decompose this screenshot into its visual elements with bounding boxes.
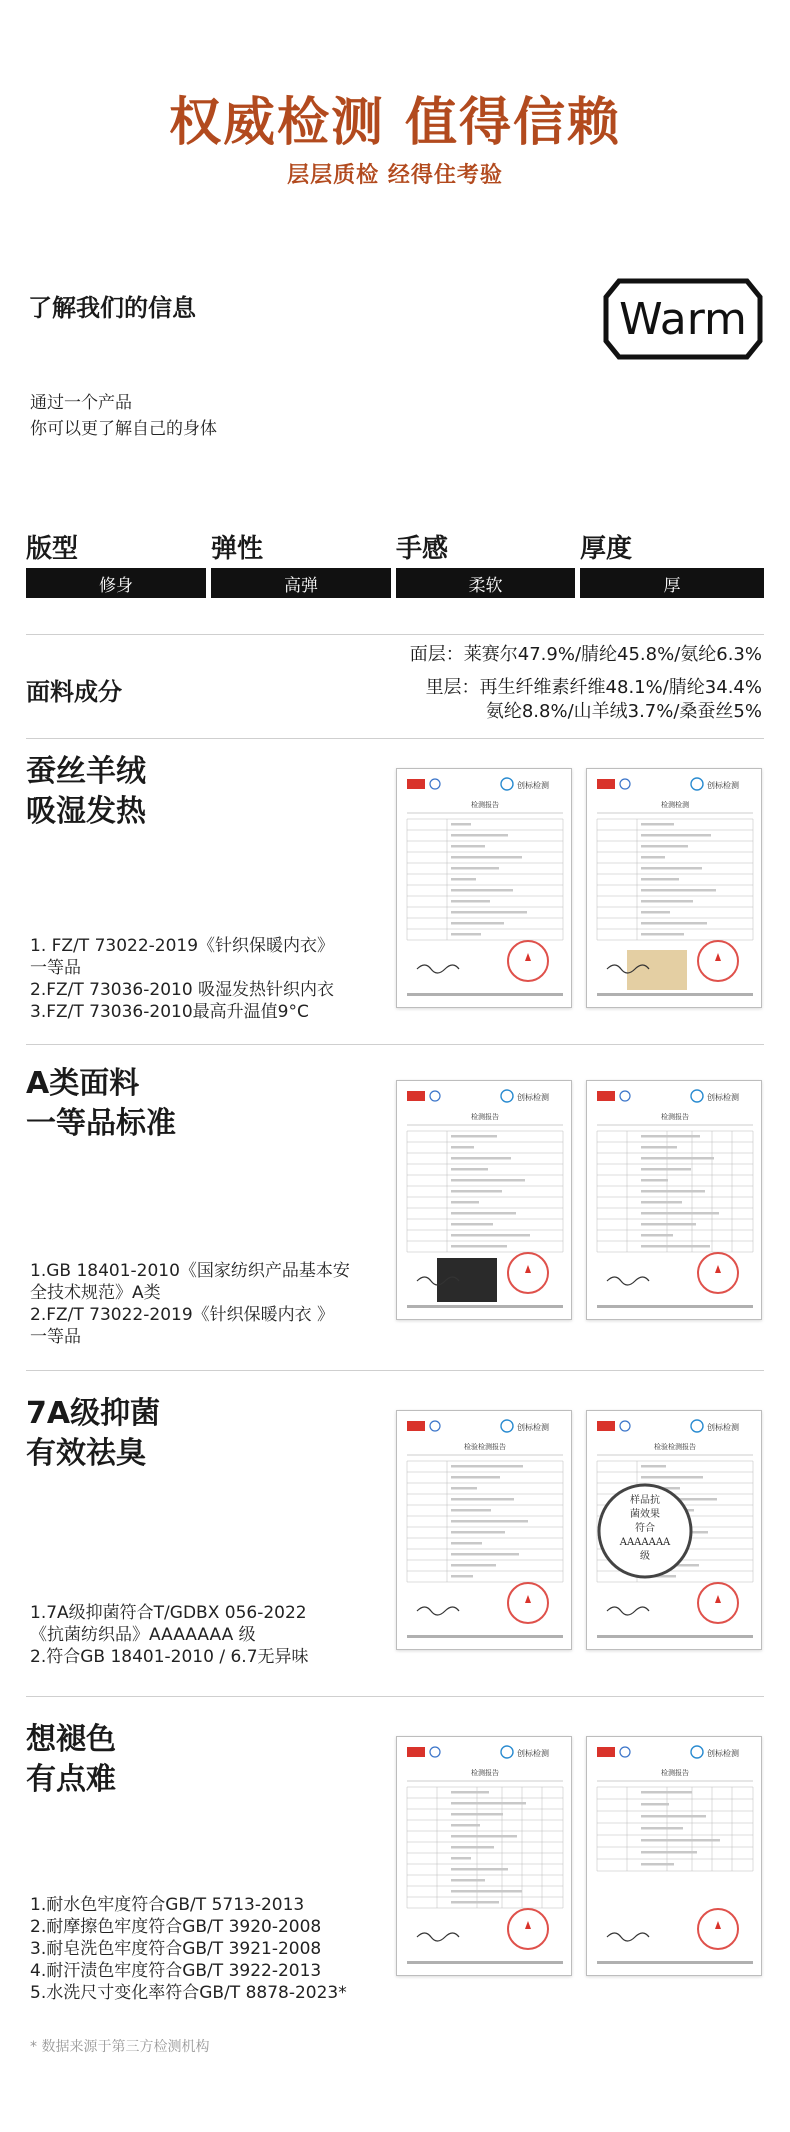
standard-line: 5.水洗尺寸变化率符合GB/T 8878-2023* xyxy=(30,1983,347,2003)
report-brand-icon xyxy=(501,778,513,790)
report-text-placeholder xyxy=(641,1863,674,1866)
report-page xyxy=(587,1081,762,1320)
report-brand: 创标检测 xyxy=(517,1423,549,1432)
report-text-placeholder xyxy=(451,1146,474,1149)
report-badge-icon xyxy=(430,1421,440,1431)
report-text-placeholder xyxy=(641,889,716,892)
attr-value-thickness: 厚 xyxy=(580,568,764,598)
report-brand-icon xyxy=(691,1090,703,1102)
report-brand-icon xyxy=(501,1420,513,1432)
standard-line: 2.FZ/T 73022-2019《针织保暖内衣 》 xyxy=(30,1305,335,1325)
report-text-placeholder xyxy=(641,1179,668,1182)
report-logo-icon xyxy=(407,1091,425,1101)
report-badge-icon xyxy=(620,1747,630,1757)
standard-line: 2.耐摩擦色牢度符合GB/T 3920-2008 xyxy=(30,1917,322,1937)
report-text-placeholder xyxy=(451,1157,511,1160)
report-text-placeholder xyxy=(451,889,513,892)
report-badge-icon xyxy=(620,779,630,789)
report-badge-icon xyxy=(430,1091,440,1101)
report-text-placeholder xyxy=(451,1234,530,1237)
report-logo-icon xyxy=(407,779,425,789)
report-text-placeholder xyxy=(641,1201,682,1204)
report-text-placeholder xyxy=(451,1553,519,1556)
signature-icon xyxy=(607,1277,649,1285)
report-footer xyxy=(407,1305,563,1308)
attr-value-feel: 柔软 xyxy=(396,568,575,598)
report-footer xyxy=(407,1961,563,1964)
report-brand: 创标检测 xyxy=(517,1093,549,1102)
report-brand: 创标检测 xyxy=(707,1423,739,1432)
brand-logo-text: Warm xyxy=(619,293,747,345)
report-text-placeholder xyxy=(451,1813,503,1816)
report-logo-icon xyxy=(597,1747,615,1757)
standard-line: 3.FZ/T 73036-2010最高升温值9°C xyxy=(30,1002,309,1022)
report-badge-icon xyxy=(620,1091,630,1101)
seal-star-icon xyxy=(715,953,721,961)
section-title: 7A级抑菌 xyxy=(26,1396,161,1431)
report-footer xyxy=(597,993,753,996)
report-text-placeholder xyxy=(641,1839,720,1842)
report-text-placeholder xyxy=(641,1157,714,1160)
report-text-placeholder xyxy=(641,900,693,903)
signature-icon xyxy=(607,1607,649,1615)
report-text-placeholder xyxy=(451,1575,473,1578)
fabric-row-inner: 里层：再生纤维素纤维48.1%/腈纶34.4% xyxy=(425,677,762,698)
report-text-placeholder xyxy=(641,1815,706,1818)
fabric-label: 面料成分 xyxy=(26,678,122,706)
hero-title: 权威检测 值得信赖 xyxy=(168,93,622,153)
report-text-placeholder xyxy=(641,922,707,925)
signature-icon xyxy=(417,965,459,973)
attr-value-fit: 修身 xyxy=(26,568,206,598)
section-title: 蚕丝羊绒 xyxy=(26,754,146,789)
report-text-placeholder xyxy=(451,1890,522,1893)
report-text-placeholder xyxy=(451,878,476,881)
report-text-placeholder xyxy=(451,933,481,936)
report-footer xyxy=(597,1961,753,1964)
report-text-placeholder xyxy=(451,1824,480,1827)
report-text-placeholder xyxy=(451,1857,471,1860)
report-text-placeholder xyxy=(451,1564,496,1567)
magnifier-text: 样品抗 xyxy=(630,1495,660,1506)
report-text-placeholder xyxy=(451,856,522,859)
divider xyxy=(26,1370,764,1371)
report-text-placeholder xyxy=(451,823,471,826)
magnifier-text: 菌效果 xyxy=(630,1509,660,1520)
report-text-placeholder xyxy=(451,1520,528,1523)
report-brand-icon xyxy=(501,1090,513,1102)
report-text-placeholder xyxy=(641,1803,669,1806)
info-line: 通过一个产品 xyxy=(30,393,132,413)
seal-star-icon xyxy=(525,953,531,961)
signature-icon xyxy=(417,1607,459,1615)
report-page xyxy=(397,769,572,1008)
report-logo-icon xyxy=(597,1421,615,1431)
standard-line: 《抗菌纺织品》AAAAAAA 级 xyxy=(30,1625,256,1645)
report-text-placeholder xyxy=(451,845,485,848)
report-footer xyxy=(597,1635,753,1638)
report-logo-icon xyxy=(407,1747,425,1757)
report-title: 检验检测报告 xyxy=(654,1443,696,1451)
report-page xyxy=(397,1081,572,1320)
report-text-placeholder xyxy=(451,1212,516,1215)
report-logo-icon xyxy=(597,1091,615,1101)
magnifier-text: 符合 xyxy=(635,1523,655,1534)
report-text-placeholder xyxy=(641,1190,705,1193)
report-badge-icon xyxy=(620,1421,630,1431)
report-title: 检测报告 xyxy=(471,801,499,809)
report-brand-icon xyxy=(691,1420,703,1432)
report-text-placeholder xyxy=(451,1190,502,1193)
report-brand: 创标检测 xyxy=(707,1093,739,1102)
attr-label-fit: 版型 xyxy=(26,534,79,564)
report-brand: 创标检测 xyxy=(707,781,739,790)
report-text-placeholder xyxy=(641,856,665,859)
report-text-placeholder xyxy=(451,1868,508,1871)
report-footer xyxy=(407,993,563,996)
section-title: 吸湿发热 xyxy=(26,794,146,829)
report-text-placeholder xyxy=(451,1476,500,1479)
seal-star-icon xyxy=(715,1595,721,1603)
report-brand-icon xyxy=(501,1746,513,1758)
test-report-image xyxy=(396,1736,572,1976)
fabric-swatch xyxy=(627,950,687,990)
fabric-row-inner-cont: 氨纶8.8%/山羊绒3.7%/桑蚕丝5% xyxy=(485,701,762,722)
report-text-placeholder xyxy=(641,1245,710,1248)
report-text-placeholder xyxy=(451,1223,493,1226)
report-text-placeholder xyxy=(641,1827,683,1830)
standard-line: 一等品 xyxy=(30,1327,81,1347)
report-text-placeholder xyxy=(451,1791,489,1794)
magnifier-text: AAAAAAA xyxy=(619,1537,671,1548)
test-report-image xyxy=(586,1410,762,1650)
report-title: 检测报告 xyxy=(471,1113,499,1121)
section-title: 一等品标准 xyxy=(26,1106,176,1141)
report-text-placeholder xyxy=(451,1168,488,1171)
magnifier-text: 级 xyxy=(640,1551,650,1562)
report-brand-icon xyxy=(691,1746,703,1758)
report-brand: 创标检测 xyxy=(517,781,549,790)
test-report-image xyxy=(586,1080,762,1320)
seal-star-icon xyxy=(715,1265,721,1273)
report-text-placeholder xyxy=(451,1465,523,1468)
attr-label-thickness: 厚度 xyxy=(580,534,633,564)
report-text-placeholder xyxy=(641,1146,677,1149)
report-text-placeholder xyxy=(641,911,670,914)
report-text-placeholder xyxy=(641,1465,666,1468)
attr-label-feel: 手感 xyxy=(396,534,449,564)
fabric-row-outer: 面层：莱赛尔47.9%/腈纶45.8%/氨纶6.3% xyxy=(409,644,762,665)
standard-line: 2.FZ/T 73036-2010 吸湿发热针织内衣 xyxy=(30,980,335,1000)
report-text-placeholder xyxy=(451,1487,477,1490)
report-text-placeholder xyxy=(641,933,684,936)
standard-line: 1.GB 18401-2010《国家纺织产品基本安 xyxy=(30,1261,350,1281)
section-title: 想褪色 xyxy=(26,1722,116,1757)
report-text-placeholder xyxy=(641,1851,697,1854)
divider xyxy=(26,1044,764,1045)
attr-label-elasticity: 弹性 xyxy=(211,534,264,564)
report-footer xyxy=(407,1635,563,1638)
test-report-image xyxy=(586,1736,762,1976)
standard-line: 全技术规范》A类 xyxy=(30,1283,161,1303)
report-page xyxy=(587,769,762,1008)
report-text-placeholder xyxy=(451,911,527,914)
signature-icon xyxy=(607,1933,649,1941)
standard-line: 2.符合GB 18401-2010 / 6.7无异味 xyxy=(30,1647,309,1667)
footnote: * 数据来源于第三方检测机构 xyxy=(30,2039,210,2055)
report-page xyxy=(397,1737,572,1976)
section-title: A类面料 xyxy=(26,1066,140,1101)
report-logo-icon xyxy=(597,779,615,789)
report-text-placeholder xyxy=(641,867,702,870)
info-line: 你可以更了解自己的身体 xyxy=(30,419,217,439)
standard-line: 一等品 xyxy=(30,958,81,978)
report-brand: 创标检测 xyxy=(517,1749,549,1758)
report-page xyxy=(397,1411,572,1650)
report-text-placeholder xyxy=(641,1476,703,1479)
report-text-placeholder xyxy=(451,1498,514,1501)
seal-star-icon xyxy=(525,1595,531,1603)
report-text-placeholder xyxy=(451,1201,479,1204)
report-page xyxy=(587,1411,762,1650)
report-text-placeholder xyxy=(451,1835,517,1838)
report-logo-icon xyxy=(407,1421,425,1431)
report-title: 检测报告 xyxy=(661,1113,689,1121)
test-report-image xyxy=(396,1410,572,1650)
report-page xyxy=(587,1737,762,1976)
report-text-placeholder xyxy=(451,834,508,837)
signature-icon xyxy=(417,1933,459,1941)
report-text-placeholder xyxy=(451,1802,526,1805)
report-text-placeholder xyxy=(641,845,688,848)
report-text-placeholder xyxy=(641,834,711,837)
attr-value-elasticity: 高弹 xyxy=(211,568,391,598)
report-badge-icon xyxy=(430,779,440,789)
divider xyxy=(26,1696,764,1697)
report-text-placeholder xyxy=(641,1135,700,1138)
report-text-placeholder xyxy=(451,1846,494,1849)
report-text-placeholder xyxy=(451,1179,525,1182)
seal-star-icon xyxy=(525,1265,531,1273)
report-text-placeholder xyxy=(641,1212,719,1215)
report-text-placeholder xyxy=(451,867,499,870)
standard-line: 3.耐皂洗色牢度符合GB/T 3921-2008 xyxy=(30,1939,322,1959)
test-report-image xyxy=(586,768,762,1008)
report-text-placeholder xyxy=(451,1245,507,1248)
standard-line: 4.耐汗渍色牢度符合GB/T 3922-2013 xyxy=(30,1961,322,1981)
seal-star-icon xyxy=(525,1921,531,1929)
report-title: 检测报告 xyxy=(661,1769,689,1777)
test-report-image xyxy=(396,1080,572,1320)
test-report-image xyxy=(396,768,572,1008)
info-title: 了解我们的信息 xyxy=(28,294,196,322)
report-text-placeholder xyxy=(641,1791,692,1794)
section-title: 有点难 xyxy=(26,1762,116,1797)
report-text-placeholder xyxy=(451,1879,485,1882)
report-badge-icon xyxy=(430,1747,440,1757)
hero-subtitle: 层层质检 经得住考验 xyxy=(287,163,503,188)
report-title: 检测报告 xyxy=(471,1769,499,1777)
standard-line: 1.耐水色牢度符合GB/T 5713-2013 xyxy=(30,1895,305,1915)
report-text-placeholder xyxy=(451,1531,505,1534)
report-brand-icon xyxy=(691,778,703,790)
report-text-placeholder xyxy=(641,878,679,881)
report-text-placeholder xyxy=(641,1223,696,1226)
report-text-placeholder xyxy=(641,1168,691,1171)
report-text-placeholder xyxy=(451,1542,482,1545)
report-text-placeholder xyxy=(451,900,490,903)
section-title: 有效祛臭 xyxy=(26,1436,146,1471)
report-text-placeholder xyxy=(451,922,504,925)
report-title: 检验检测报告 xyxy=(464,1443,506,1451)
report-text-placeholder xyxy=(451,1509,491,1512)
standard-line: 1. FZ/T 73022-2019《针织保暖内衣》 xyxy=(30,936,335,956)
report-brand: 创标检测 xyxy=(707,1749,739,1758)
report-title: 检测检测 xyxy=(661,801,689,809)
report-text-placeholder xyxy=(641,823,674,826)
report-footer xyxy=(597,1305,753,1308)
divider xyxy=(26,634,764,635)
report-text-placeholder xyxy=(451,1901,499,1904)
report-text-placeholder xyxy=(641,1234,673,1237)
seal-star-icon xyxy=(715,1921,721,1929)
divider xyxy=(26,738,764,739)
standard-line: 1.7A级抑菌符合T/GDBX 056-2022 xyxy=(30,1603,307,1623)
report-text-placeholder xyxy=(451,1135,497,1138)
